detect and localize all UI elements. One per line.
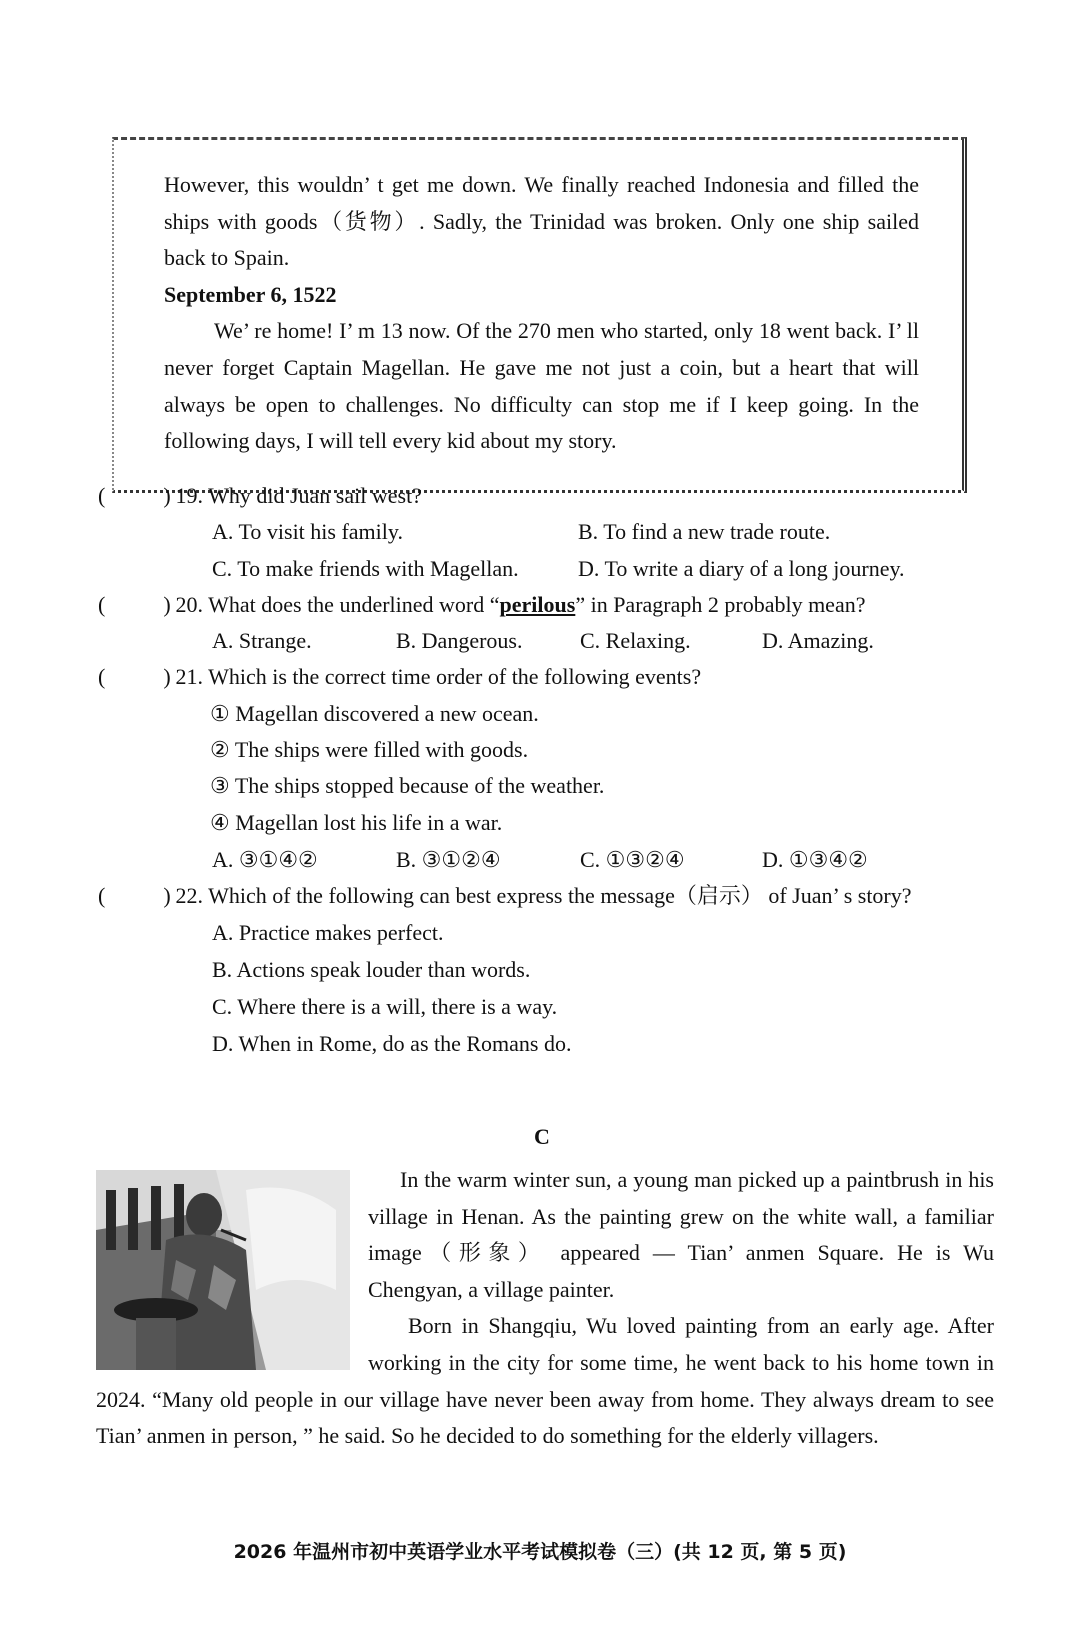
event-4: ④ Magellan lost his life in a war.: [210, 810, 503, 835]
option-b: B. Dangerous.: [396, 628, 523, 653]
option-c: C. To make friends with Magellan.: [212, 556, 519, 581]
page-footer: 2026 年温州市初中英语学业水平考试模拟卷（三）(共 12 页, 第 5 页): [233, 1541, 847, 1563]
event-3: ③ The ships stopped because of the weather.: [210, 773, 605, 798]
question-20: [98, 587, 865, 623]
passage-paragraph: Born in Shangqiu, Wu loved painting from an early age. After working in the city for some time, he went back to his home town in 2024. “Many old people in our village have never been away from home. They always dream to see Tian’ anmen in person, ” he said. So he decided to do something for the elderly villagers.: [96, 1313, 994, 1449]
passage-paragraph: However, this wouldn’ t get me down. We finally reached Indonesia and filled the ships with goods（货物）. Sadly, the Trinidad was broken. Only one ship sailed back to Spain.: [164, 172, 919, 271]
option-d: D. ①③④②: [762, 847, 868, 872]
answer-blank[interactable]: ( ): [98, 883, 171, 908]
option-d: D. To write a diary of a long journey.: [578, 556, 905, 581]
option-a: A. Strange.: [212, 628, 312, 653]
option-d: D. When in Rome, do as the Romans do.: [212, 1031, 572, 1056]
passage-paragraph: We’ re home! I’ m 13 now. Of the 270 men who started, only 18 went back. I’ ll never forget Captain Magellan. He gave me not just a coin, but a heart that will always be open to challenges. No difficulty can stop me if I keep going. In the following days, I will tell every kid about my story.: [164, 318, 919, 454]
question-text: 22. Which of the following can best express the message（启示） of Juan’ s story?: [175, 883, 912, 908]
answer-blank[interactable]: ( ): [98, 664, 171, 689]
option-a: A. ③①④②: [212, 847, 318, 872]
option-d: D. Amazing.: [762, 628, 874, 653]
option-c: C. ①③②④: [580, 847, 685, 872]
reading-passage-b: [164, 167, 919, 460]
question-19: [98, 478, 422, 514]
answer-blank[interactable]: ( ): [98, 592, 171, 617]
question-22: [98, 878, 912, 914]
section-heading: C: [534, 1124, 550, 1149]
village-painter-photo: [96, 1170, 350, 1370]
event-1: ① Magellan discovered a new ocean.: [210, 701, 539, 726]
question-text: 21. Which is the correct time order of the following events?: [175, 664, 702, 689]
question-text: ” in Paragraph 2 probably mean?: [575, 592, 866, 617]
diary-date: September 6, 1522: [164, 281, 337, 307]
option-b: B. To find a new trade route.: [578, 519, 831, 544]
option-b: B. Actions speak louder than words.: [212, 957, 531, 982]
option-c: C. Relaxing.: [580, 628, 691, 653]
option-b: B. ③①②④: [396, 847, 501, 872]
question-text: 19. Why did Juan sail west?: [175, 483, 422, 508]
option-c: C. Where there is a will, there is a way.: [212, 994, 558, 1019]
underlined-word: perilous: [499, 592, 576, 617]
option-a: A. Practice makes perfect.: [212, 920, 444, 945]
option-a: A. To visit his family.: [212, 519, 403, 544]
question-text: 20. What does the underlined word “: [175, 592, 500, 617]
answer-blank[interactable]: ( ): [98, 483, 171, 508]
passage-paragraph: In the warm winter sun, a young man picked up a paintbrush in his village in Henan. As the painting grew on the white wall, a familiar image（形象） appeared — Tian’ anmen Square. He is Wu Chengyan, a village painter.: [368, 1167, 994, 1302]
question-21: [98, 659, 701, 695]
event-2: ② The ships were filled with goods.: [210, 737, 529, 762]
